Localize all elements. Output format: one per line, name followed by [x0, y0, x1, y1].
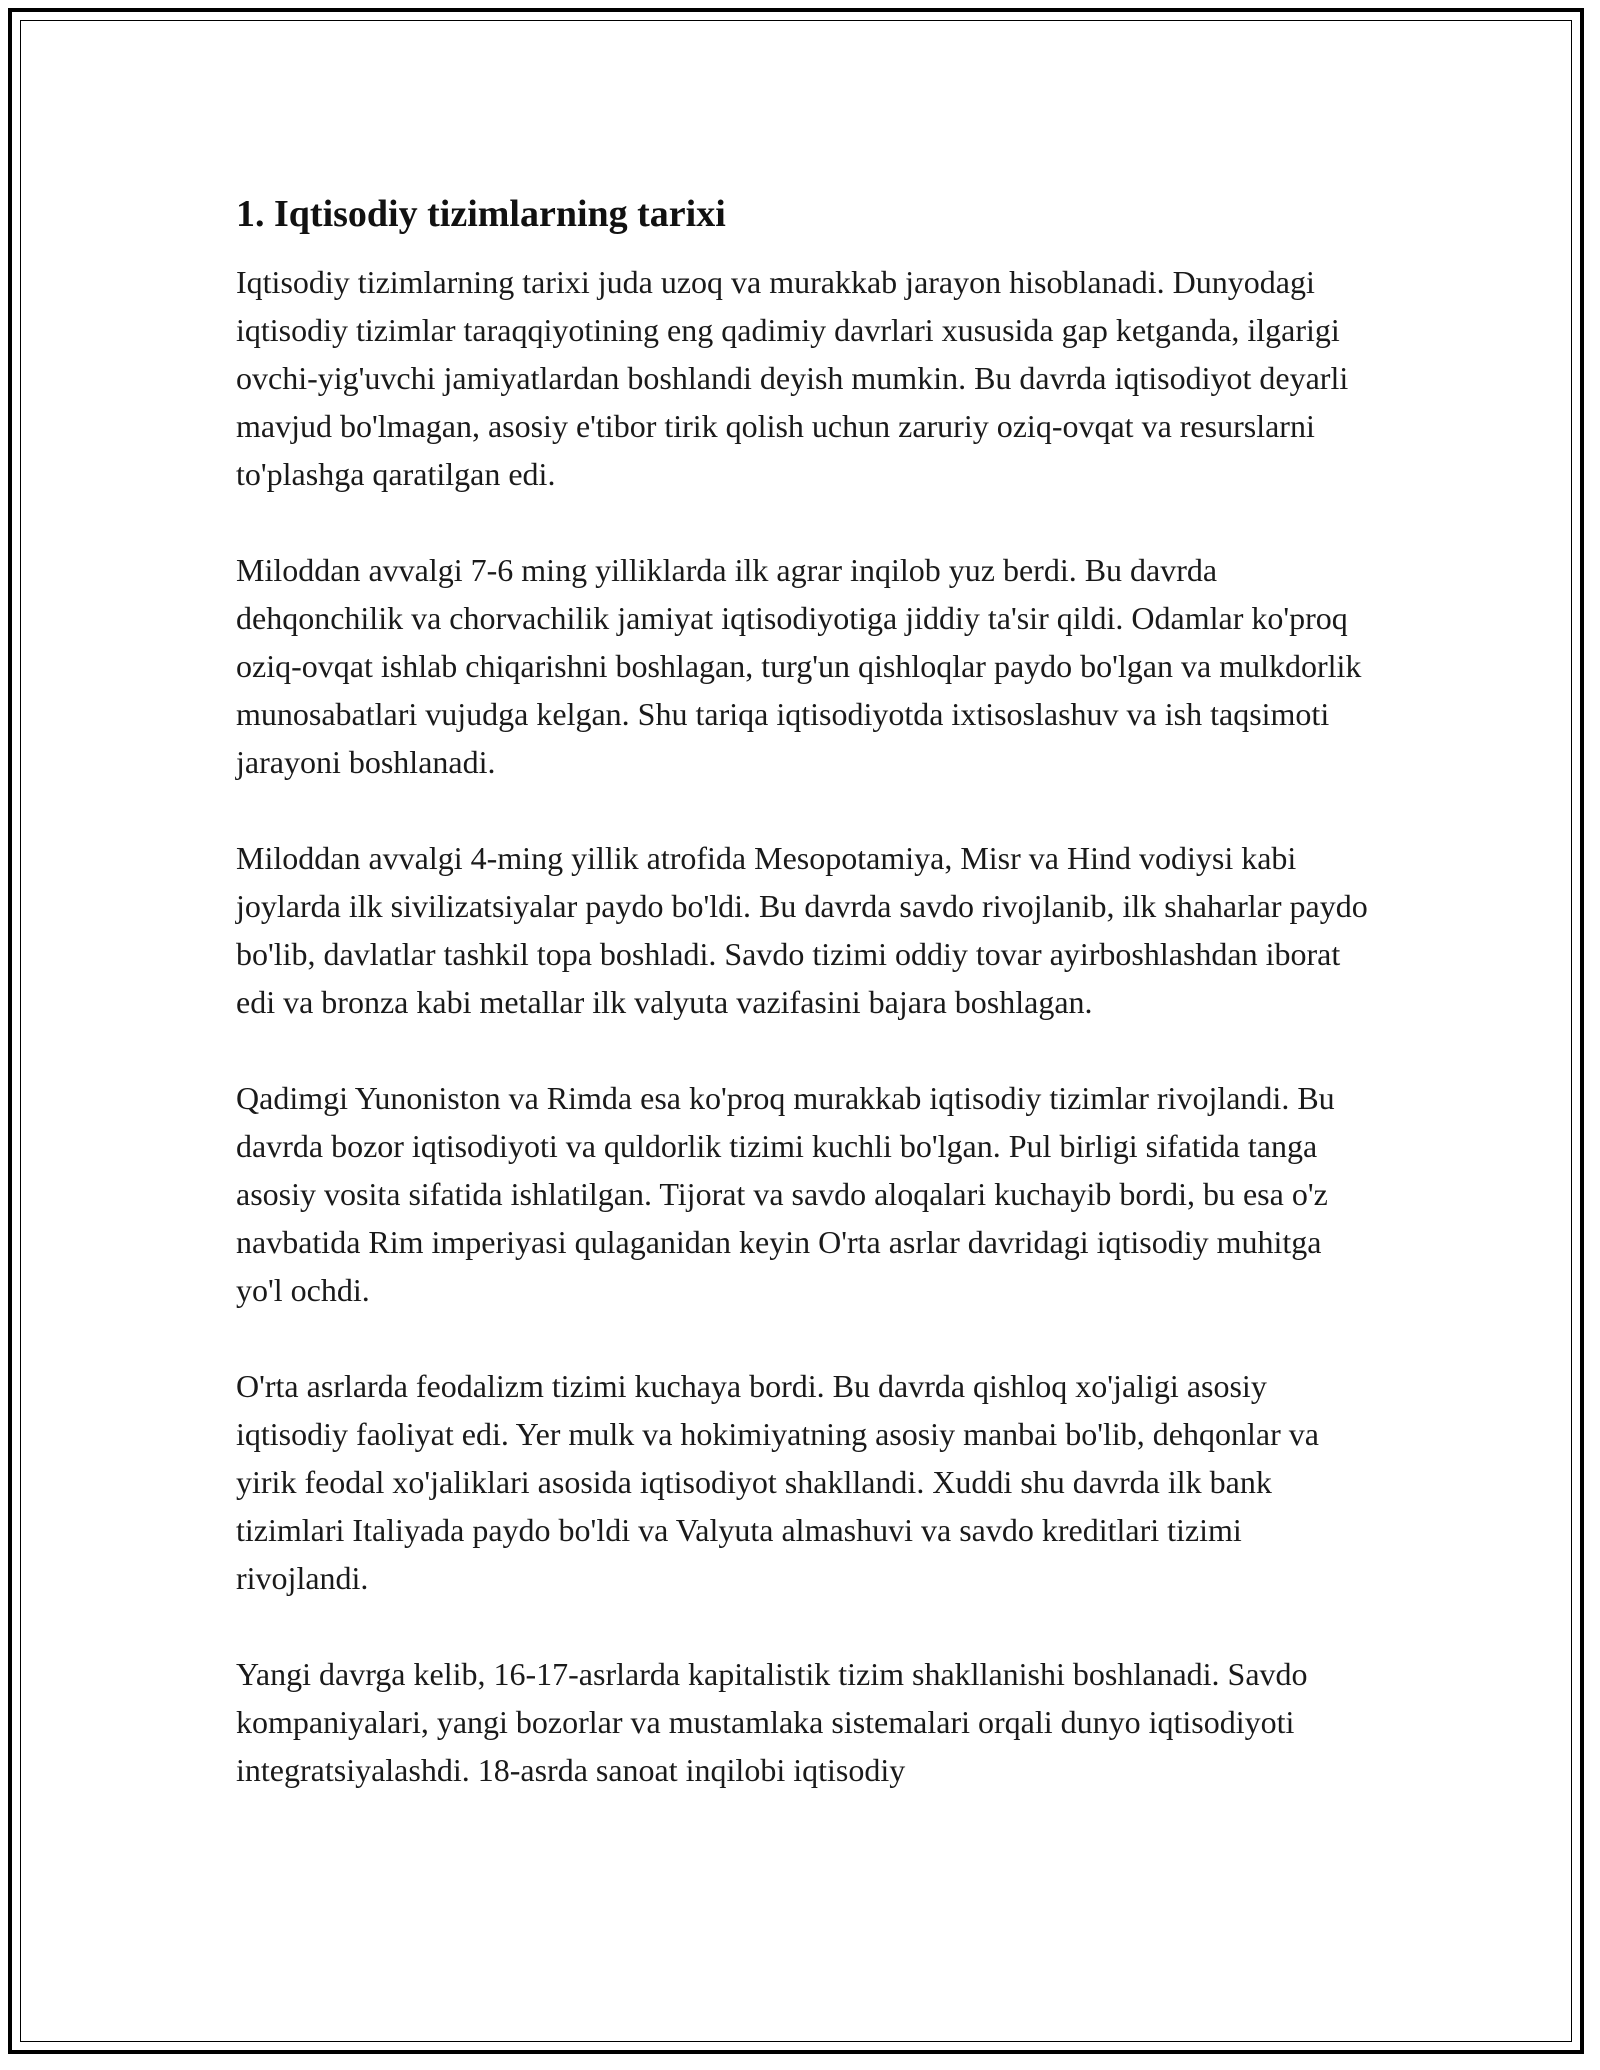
paragraph-1: Iqtisodiy tizimlarning tarixi juda uzoq va murakkab jarayon hisoblanadi. Dunyodagi iqtisodiy tizimlar taraqqiyotining eng qadimiy davrlari xususida gap ketganda, ilgarigi ovchi-yig'uvchi jamiyatlardan boshlandi deyish mumkin. Bu davrda iqtisodiyot deyarli mavjud bo'lmagan, asosiy e'tibor tirik qolish uchun zaruriy oziq-ovqat va resurslarni to'plashga qaratilgan edi. — [236, 264, 1349, 492]
paragraph-2: Miloddan avvalgi 7-6 ming yilliklarda ilk agrar inqilob yuz berdi. Bu davrda dehqonchilik va chorvachilik jamiyat iqtisodiyotiga jiddiy ta'sir qildi. Odamlar ko'proq oziq-ovqat ishlab chiqarishni boshlagan, turg'un qishloqlar paydo bo'lgan va mulkdorlik munosabatlari vujudga kelgan. Shu tariqa iqtisodiyotda ixtisoslashuv va ish taqsimoti jarayoni boshlanadi. — [236, 552, 1362, 780]
paragraph-3: Miloddan avvalgi 4-ming yillik atrofida Mesopotamiya, Misr va Hind vodiysi kabi joylarda ilk sivilizatsiyalar paydo bo'ldi. Bu davrda savdo rivojlanib, ilk shaharlar paydo bo'lib, davlatlar tashkil topa boshladi. Savdo tizimi oddiy tovar ayirboshlashdan iborat edi va bronza kabi metallar ilk valyuta vazifasini bajara boshlagan. — [236, 840, 1368, 1020]
paragraph-4: Qadimgi Yunoniston va Rimda esa ko'proq murakkab iqtisodiy tizimlar rivojlandi. Bu davrda bozor iqtisodiyoti va quldorlik tizimi kuchli bo'lgan. Pul birligi sifatida tanga asosiy vosita sifatida ishlatilgan. Tijorat va savdo aloqalari kuchayib bordi, bu esa o'z navbatida Rim imperiyasi qulaganidan keyin O'rta asrlar davridagi iqtisodiy muhitga yo'l ochdi. — [236, 1080, 1335, 1308]
paragraph-5: O'rta asrlarda feodalizm tizimi kuchaya bordi. Bu davrda qishloq xo'jaligi asosiy iqtisodiy faoliyat edi. Yer mulk va hokimiyatning asosiy manbai bo'lib, dehqonlar va yirik feodal xo'jaliklari asosida iqtisodiyot shakllandi. Xuddi shu davrda ilk bank tizimlari Italiyada paydo bo'ldi va Valyuta almashuvi va savdo kreditlari tizimi rivojlandi. — [236, 1368, 1319, 1596]
document-title: 1. Iqtisodiy tizimlarning tarixi — [236, 193, 726, 235]
document-body — [236, 190, 1376, 1842]
paragraph-6: Yangi davrga kelib, 16-17-asrlarda kapitalistik tizim shakllanishi boshlanadi. Savdo kompaniyalari, yangi bozorlar va mustamlaka sistemalari orqali dunyo iqtisodiyoti integratsiyalashdi. 18-asrda sanoat inqilobi iqtisodiy — [236, 1656, 1308, 1788]
